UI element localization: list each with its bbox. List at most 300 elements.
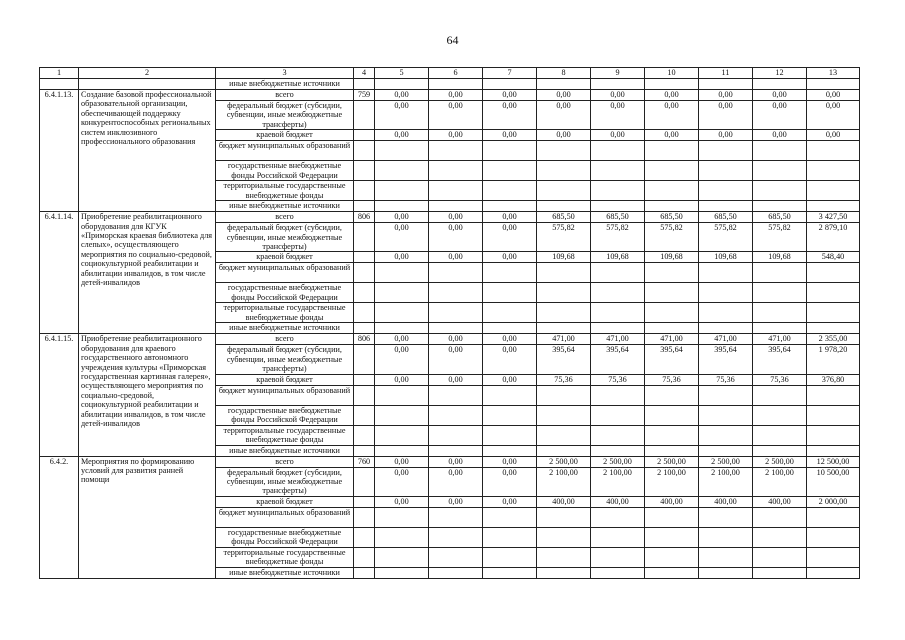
funding-source: краевой бюджет xyxy=(216,130,354,141)
amount-cell xyxy=(753,263,807,283)
amount-cell: 0,00 xyxy=(483,496,537,507)
funding-source: краевой бюджет xyxy=(216,374,354,385)
funding-source: федеральный бюджет (субсидии, субвенции, иные межбюджетные трансферты) xyxy=(216,223,354,252)
amount-cell xyxy=(429,161,483,181)
amount-cell xyxy=(375,507,429,527)
amount-cell xyxy=(537,425,591,445)
amount-cell xyxy=(807,323,860,334)
amount-cell xyxy=(483,201,537,212)
amount-cell xyxy=(807,201,860,212)
amount-cell xyxy=(375,323,429,334)
amount-cell xyxy=(591,567,645,578)
amount-cell xyxy=(429,283,483,303)
amount-cell xyxy=(645,303,699,323)
empty-cell xyxy=(483,79,537,90)
amount-cell: 1 978,20 xyxy=(807,345,860,374)
amount-cell xyxy=(537,405,591,425)
amount-cell xyxy=(537,141,591,161)
amount-cell xyxy=(483,547,537,567)
amount-cell: 75,36 xyxy=(753,374,807,385)
amount-cell xyxy=(699,385,753,405)
amount-cell: 685,50 xyxy=(591,212,645,223)
amount-cell xyxy=(375,201,429,212)
amount-cell xyxy=(429,323,483,334)
budget-code xyxy=(354,374,375,385)
budget-code xyxy=(354,547,375,567)
amount-cell xyxy=(753,201,807,212)
amount-cell xyxy=(807,405,860,425)
amount-cell xyxy=(483,323,537,334)
item-code: 6.4.1.13. xyxy=(40,90,79,212)
amount-cell xyxy=(375,181,429,201)
amount-cell xyxy=(537,263,591,283)
amount-cell: 0,00 xyxy=(429,90,483,101)
budget-code xyxy=(354,467,375,496)
amount-cell xyxy=(483,527,537,547)
amount-cell: 395,64 xyxy=(699,345,753,374)
amount-cell: 471,00 xyxy=(699,334,753,345)
amount-cell xyxy=(753,405,807,425)
amount-cell xyxy=(645,507,699,527)
amount-cell xyxy=(429,567,483,578)
amount-cell: 0,00 xyxy=(483,130,537,141)
amount-cell: 0,00 xyxy=(807,130,860,141)
funding-source: иные внебюджетные источники xyxy=(216,445,354,456)
amount-cell: 0,00 xyxy=(483,467,537,496)
amount-cell xyxy=(807,385,860,405)
amount-cell xyxy=(429,425,483,445)
amount-cell: 2 500,00 xyxy=(645,456,699,467)
amount-cell: 471,00 xyxy=(537,334,591,345)
amount-cell xyxy=(699,425,753,445)
amount-cell xyxy=(591,141,645,161)
item-name: Приобретение реабилитационного оборудования для КГУК «Приморская краевая библиотека для слепых», осуществляющего мероприятия по социально-средовой, социокультурной реабилитации и абилитации инвалидов, в том числе детей-инвалидов xyxy=(79,212,216,334)
funding-source: краевой бюджет xyxy=(216,252,354,263)
amount-cell: 0,00 xyxy=(375,467,429,496)
amount-cell: 0,00 xyxy=(483,456,537,467)
empty-cell xyxy=(375,79,429,90)
amount-cell xyxy=(537,323,591,334)
amount-cell: 0,00 xyxy=(375,130,429,141)
budget-code xyxy=(354,323,375,334)
amount-cell: 0,00 xyxy=(753,101,807,130)
amount-cell xyxy=(753,141,807,161)
amount-cell: 0,00 xyxy=(483,212,537,223)
amount-cell xyxy=(807,161,860,181)
amount-cell xyxy=(591,425,645,445)
item-name: Создание базовой профессиональной образовательной организации, обеспечивающей поддержку конкурентоспособных региональных систем инклюзивного профессионального образования xyxy=(79,90,216,212)
amount-cell: 109,68 xyxy=(753,252,807,263)
funding-source: территориальные государственные внебюджетные фонды xyxy=(216,303,354,323)
page-number: 64 xyxy=(446,33,459,47)
amount-cell: 0,00 xyxy=(483,252,537,263)
amount-cell xyxy=(375,567,429,578)
header-cell: 6 xyxy=(429,68,483,79)
amount-cell xyxy=(699,547,753,567)
budget-table xyxy=(39,67,860,579)
budget-code xyxy=(354,263,375,283)
amount-cell xyxy=(699,507,753,527)
amount-cell xyxy=(537,161,591,181)
lead-row xyxy=(40,79,860,90)
amount-cell xyxy=(753,567,807,578)
amount-cell xyxy=(699,283,753,303)
amount-cell xyxy=(807,445,860,456)
amount-cell xyxy=(483,445,537,456)
header-cell: 5 xyxy=(375,68,429,79)
amount-cell xyxy=(645,425,699,445)
amount-cell xyxy=(537,507,591,527)
amount-cell: 471,00 xyxy=(591,334,645,345)
amount-cell xyxy=(429,181,483,201)
amount-cell: 0,00 xyxy=(375,456,429,467)
funding-source: государственные внебюджетные фонды Российской Федерации xyxy=(216,283,354,303)
amount-cell xyxy=(429,527,483,547)
amount-cell: 575,82 xyxy=(645,223,699,252)
amount-cell xyxy=(753,445,807,456)
amount-cell: 0,00 xyxy=(591,101,645,130)
amount-cell xyxy=(483,303,537,323)
amount-cell: 2 100,00 xyxy=(753,467,807,496)
amount-cell xyxy=(537,385,591,405)
amount-cell: 0,00 xyxy=(537,101,591,130)
funding-source: иные внебюджетные источники xyxy=(216,567,354,578)
amount-cell xyxy=(591,527,645,547)
amount-cell: 0,00 xyxy=(429,334,483,345)
amount-cell xyxy=(645,405,699,425)
amount-cell: 471,00 xyxy=(645,334,699,345)
amount-cell xyxy=(753,181,807,201)
amount-cell: 2 100,00 xyxy=(591,467,645,496)
amount-cell xyxy=(375,405,429,425)
amount-cell xyxy=(483,161,537,181)
amount-cell xyxy=(645,141,699,161)
amount-cell xyxy=(375,263,429,283)
amount-cell: 0,00 xyxy=(429,345,483,374)
amount-cell xyxy=(537,201,591,212)
amount-cell xyxy=(753,547,807,567)
amount-cell xyxy=(699,263,753,283)
budget-code xyxy=(354,425,375,445)
amount-cell: 0,00 xyxy=(429,252,483,263)
amount-cell: 0,00 xyxy=(429,467,483,496)
amount-cell: 109,68 xyxy=(645,252,699,263)
amount-cell xyxy=(375,141,429,161)
amount-cell: 0,00 xyxy=(483,90,537,101)
item-code: 6.4.1.15. xyxy=(40,334,79,456)
budget-code: 759 xyxy=(354,90,375,101)
amount-cell: 75,36 xyxy=(699,374,753,385)
amount-cell: 0,00 xyxy=(645,130,699,141)
amount-cell: 575,82 xyxy=(537,223,591,252)
amount-cell: 0,00 xyxy=(375,212,429,223)
funding-source: территориальные государственные внебюджетные фонды xyxy=(216,547,354,567)
amount-cell xyxy=(807,141,860,161)
amount-cell: 3 427,50 xyxy=(807,212,860,223)
amount-cell: 2 000,00 xyxy=(807,496,860,507)
amount-cell: 0,00 xyxy=(699,130,753,141)
empty-cell xyxy=(537,79,591,90)
funding-source: всего xyxy=(216,456,354,467)
amount-cell: 400,00 xyxy=(645,496,699,507)
empty-cell xyxy=(354,79,375,90)
funding-source: иные внебюджетные источники xyxy=(216,323,354,334)
budget-code xyxy=(354,527,375,547)
amount-cell xyxy=(375,385,429,405)
amount-cell xyxy=(645,445,699,456)
amount-cell: 400,00 xyxy=(699,496,753,507)
empty-cell xyxy=(753,79,807,90)
amount-cell: 400,00 xyxy=(537,496,591,507)
amount-cell xyxy=(807,283,860,303)
empty-cell xyxy=(807,79,860,90)
header-cell: 10 xyxy=(645,68,699,79)
amount-cell xyxy=(591,181,645,201)
amount-cell: 0,00 xyxy=(375,334,429,345)
funding-source: территориальные государственные внебюджетные фонды xyxy=(216,425,354,445)
amount-cell xyxy=(375,527,429,547)
amount-cell xyxy=(429,507,483,527)
amount-cell: 109,68 xyxy=(591,252,645,263)
amount-cell xyxy=(537,181,591,201)
amount-cell xyxy=(807,527,860,547)
amount-cell xyxy=(429,263,483,283)
amount-cell: 0,00 xyxy=(753,90,807,101)
amount-cell xyxy=(807,263,860,283)
amount-cell: 0,00 xyxy=(429,456,483,467)
amount-cell: 471,00 xyxy=(753,334,807,345)
amount-cell xyxy=(483,181,537,201)
amount-cell xyxy=(645,567,699,578)
budget-code xyxy=(354,101,375,130)
amount-cell xyxy=(429,303,483,323)
amount-cell: 0,00 xyxy=(645,101,699,130)
amount-cell: 548,40 xyxy=(807,252,860,263)
funding-source: государственные внебюджетные фонды Российской Федерации xyxy=(216,405,354,425)
amount-cell: 0,00 xyxy=(591,130,645,141)
amount-cell xyxy=(375,161,429,181)
amount-cell xyxy=(699,567,753,578)
amount-cell: 2 500,00 xyxy=(537,456,591,467)
amount-cell: 2 355,00 xyxy=(807,334,860,345)
budget-code xyxy=(354,385,375,405)
item-name: Мероприятия по формированию условий для развития ранней помощи xyxy=(79,456,216,578)
amount-cell xyxy=(699,181,753,201)
amount-cell: 0,00 xyxy=(375,252,429,263)
amount-cell xyxy=(645,263,699,283)
amount-cell xyxy=(807,507,860,527)
amount-cell xyxy=(645,527,699,547)
amount-cell: 109,68 xyxy=(699,252,753,263)
funding-source: всего xyxy=(216,212,354,223)
amount-cell: 2 500,00 xyxy=(699,456,753,467)
amount-cell xyxy=(375,303,429,323)
amount-cell xyxy=(375,547,429,567)
amount-cell xyxy=(753,303,807,323)
amount-cell xyxy=(537,283,591,303)
budget-code xyxy=(354,567,375,578)
funding-source: бюджет муниципальных образований xyxy=(216,141,354,161)
amount-cell: 75,36 xyxy=(645,374,699,385)
amount-cell xyxy=(699,445,753,456)
budget-code xyxy=(354,283,375,303)
amount-cell: 10 500,00 xyxy=(807,467,860,496)
amount-cell: 0,00 xyxy=(807,101,860,130)
amount-cell xyxy=(591,263,645,283)
amount-cell: 2 500,00 xyxy=(753,456,807,467)
amount-cell: 395,64 xyxy=(645,345,699,374)
amount-cell: 0,00 xyxy=(699,90,753,101)
amount-cell: 2 500,00 xyxy=(591,456,645,467)
amount-cell xyxy=(753,161,807,181)
amount-cell xyxy=(807,547,860,567)
amount-cell: 0,00 xyxy=(807,90,860,101)
amount-cell xyxy=(591,323,645,334)
amount-cell xyxy=(645,161,699,181)
amount-cell xyxy=(753,507,807,527)
amount-cell: 400,00 xyxy=(591,496,645,507)
amount-cell xyxy=(375,425,429,445)
amount-cell xyxy=(645,201,699,212)
funding-source: краевой бюджет xyxy=(216,496,354,507)
amount-cell: 0,00 xyxy=(429,212,483,223)
budget-code xyxy=(354,496,375,507)
table-row xyxy=(40,456,860,467)
budget-code xyxy=(354,201,375,212)
empty-cell xyxy=(429,79,483,90)
amount-cell: 575,82 xyxy=(699,223,753,252)
amount-cell xyxy=(645,385,699,405)
amount-cell xyxy=(591,385,645,405)
amount-cell xyxy=(753,385,807,405)
table-row xyxy=(40,90,860,101)
amount-cell xyxy=(429,405,483,425)
amount-cell: 0,00 xyxy=(429,101,483,130)
amount-cell: 12 500,00 xyxy=(807,456,860,467)
funding-source: федеральный бюджет (субсидии, субвенции, иные межбюджетные трансферты) xyxy=(216,467,354,496)
amount-cell: 2 100,00 xyxy=(645,467,699,496)
amount-cell xyxy=(483,507,537,527)
amount-cell: 0,00 xyxy=(699,101,753,130)
amount-cell: 575,82 xyxy=(591,223,645,252)
amount-cell xyxy=(591,161,645,181)
amount-cell: 376,80 xyxy=(807,374,860,385)
funding-source: территориальные государственные внебюджетные фонды xyxy=(216,181,354,201)
amount-cell xyxy=(753,283,807,303)
amount-cell xyxy=(429,547,483,567)
amount-cell xyxy=(699,527,753,547)
funding-source: всего xyxy=(216,90,354,101)
amount-cell xyxy=(429,445,483,456)
amount-cell xyxy=(375,283,429,303)
budget-code xyxy=(354,141,375,161)
budget-code xyxy=(354,507,375,527)
budget-code xyxy=(354,161,375,181)
funding-source: бюджет муниципальных образований xyxy=(216,507,354,527)
budget-code xyxy=(354,181,375,201)
table-row xyxy=(40,334,860,345)
amount-cell xyxy=(591,303,645,323)
amount-cell: 575,82 xyxy=(753,223,807,252)
amount-cell xyxy=(537,547,591,567)
amount-cell: 0,00 xyxy=(429,374,483,385)
header-row xyxy=(40,68,860,79)
header-cell: 4 xyxy=(354,68,375,79)
amount-cell: 2 879,10 xyxy=(807,223,860,252)
budget-code xyxy=(354,130,375,141)
amount-cell xyxy=(483,141,537,161)
amount-cell xyxy=(591,445,645,456)
amount-cell: 395,64 xyxy=(591,345,645,374)
funding-source: федеральный бюджет (субсидии, субвенции, иные межбюджетные трансферты) xyxy=(216,101,354,130)
amount-cell xyxy=(429,385,483,405)
funding-source: иные внебюджетные источники xyxy=(216,79,354,90)
budget-code: 806 xyxy=(354,212,375,223)
budget-code xyxy=(354,252,375,263)
amount-cell: 0,00 xyxy=(429,496,483,507)
amount-cell xyxy=(645,323,699,334)
amount-cell xyxy=(429,141,483,161)
budget-code: 760 xyxy=(354,456,375,467)
amount-cell: 0,00 xyxy=(483,374,537,385)
amount-cell xyxy=(807,181,860,201)
amount-cell: 685,50 xyxy=(699,212,753,223)
amount-cell xyxy=(645,181,699,201)
amount-cell xyxy=(753,323,807,334)
amount-cell xyxy=(699,161,753,181)
amount-cell: 2 100,00 xyxy=(537,467,591,496)
amount-cell: 0,00 xyxy=(375,496,429,507)
amount-cell xyxy=(699,323,753,334)
amount-cell: 685,50 xyxy=(645,212,699,223)
amount-cell xyxy=(537,445,591,456)
header-cell: 13 xyxy=(807,68,860,79)
budget-code xyxy=(354,405,375,425)
amount-cell xyxy=(753,425,807,445)
amount-cell: 685,50 xyxy=(753,212,807,223)
amount-cell: 0,00 xyxy=(429,223,483,252)
amount-cell xyxy=(429,201,483,212)
amount-cell xyxy=(483,567,537,578)
amount-cell: 0,00 xyxy=(483,345,537,374)
amount-cell xyxy=(483,405,537,425)
amount-cell: 0,00 xyxy=(537,90,591,101)
header-cell: 12 xyxy=(753,68,807,79)
empty-cell xyxy=(40,79,79,90)
funding-source: федеральный бюджет (субсидии, субвенции, иные межбюджетные трансферты) xyxy=(216,345,354,374)
budget-code: 806 xyxy=(354,334,375,345)
amount-cell: 0,00 xyxy=(375,90,429,101)
budget-code xyxy=(354,223,375,252)
amount-cell: 0,00 xyxy=(429,130,483,141)
amount-cell xyxy=(483,263,537,283)
header-cell: 9 xyxy=(591,68,645,79)
amount-cell: 0,00 xyxy=(591,90,645,101)
amount-cell: 75,36 xyxy=(591,374,645,385)
funding-source: государственные внебюджетные фонды Российской Федерации xyxy=(216,161,354,181)
amount-cell xyxy=(645,283,699,303)
funding-source: бюджет муниципальных образований xyxy=(216,385,354,405)
budget-code xyxy=(354,445,375,456)
table-row xyxy=(40,212,860,223)
amount-cell xyxy=(591,283,645,303)
amount-cell xyxy=(645,547,699,567)
item-code: 6.4.1.14. xyxy=(40,212,79,334)
header-cell: 1 xyxy=(40,68,79,79)
amount-cell xyxy=(699,405,753,425)
amount-cell: 0,00 xyxy=(375,345,429,374)
amount-cell: 0,00 xyxy=(375,101,429,130)
